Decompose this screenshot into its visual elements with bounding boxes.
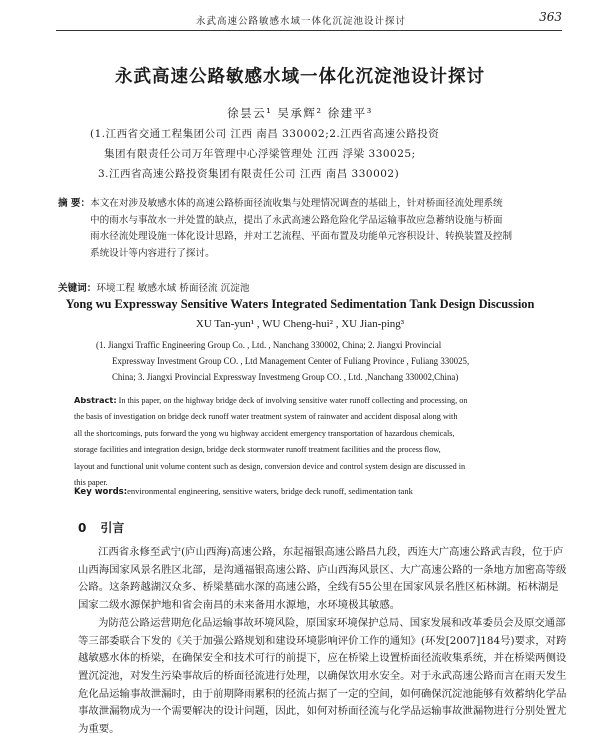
body-line: 为重要。 [78,723,120,736]
body-line: 置沉淀池，对发生污染事故后的桥面径流进行处理，以确保饮用水安全。对于永武高速公路而言在雨天发生 [78,669,567,682]
authors-en: XU Tan-yun¹ , WU Cheng-hui² , XU Jian-ping³ [195,318,405,330]
keywords-cn-text: 环境工程 敏感水域 桥面径流 沉淀池 [96,283,250,294]
section-heading [78,519,124,536]
affiliation-line: 集团有限责任公司万年管理中心浮梁管理处 江西 浮梁 330025; [104,148,416,160]
affiliations-cn [90,124,530,184]
affiliation-line: 3.江西省高速公路投资集团有限责任公司 江西 南昌 330002) [98,168,400,180]
keywords-en-text: environmental engineering, sensitive waters, bridge deck runoff, sedimentation tank [127,486,413,496]
abstract-cn-line: 雨水径流处理设施一体化设计思路，并对工艺流程、平面布置及功能单元容积设计、转换装置及控制 [90,231,513,243]
body-line: 山西海国家风景名胜区北部，是沟通福银高速公路、庐山西海风景区、大广高速公路的一条地方加密高等级 [78,563,567,576]
abstract-en-line: this paper. [74,478,108,488]
section-number: 0 [78,521,87,535]
abstract-cn [58,196,563,262]
abstract-cn-label: 摘 要： [58,198,91,209]
abstract-en-line: storage facilities and integration design, bridge deck stormwater runoff treatment facilities and the process flow, [74,445,441,455]
paper-title-en: Yong wu Expressway Sensitive Waters Integrated Sedimentation Tank Design Discussion [65,297,535,311]
affiliation-en-line: Expressway Investment Group CO. , Ltd Management Center of Fuliang Province , Fuliang 330025, [112,356,470,366]
body-line: 国家二级水源保护地和省会南昌的未来备用水源地，水环境极其敏感。 [78,599,401,612]
body-line: 事故泄漏物成为一个需要解决的设计问题，因此，如何对桥面径流与化学品运输事故泄漏物进行分别处置尤 [78,705,567,718]
body-text [78,544,575,739]
section-title: 引言 [100,521,125,535]
abstract-cn-line: 中的雨水与事故水一并处置的缺点，提出了永武高速公路危险化学品运输事故应急蓄纳设施与桥面 [90,214,503,226]
keywords-en [74,486,413,497]
affiliation-en-line: China; 3. Jiangxi Provincial Expressway Investmeng Group CO. , Ltd. ,Nanchang 330002,China) [112,372,459,382]
authors-cn: 徐昙云¹ 吴承辉² 徐建平³ [227,106,373,120]
keywords-cn-label: 关键词： [58,283,97,294]
abstract-en-line: the basis of investigation on bridge deck runoff water treatment system of rainwater and accident disposal along with [74,412,458,422]
abstract-cn-line: 本文在对涉及敏感水体的高速公路桥面径流收集与处理情况调查的基础上，针对桥面径流处理系统 [90,198,503,209]
paper-title-cn: 永武高速公路敏感水域一体化沉淀池设计探讨 [115,67,485,87]
affiliation-line: (1.江西省交通工程集团公司 江西 南昌 330002;2.江西省高速公路投资 [90,128,440,140]
body-line: 越敏感水体的桥梁，在确保安全和技术可行的前提下，应在桥梁上设置桥面径流收集系统，并在桥梁两侧设 [78,652,567,665]
keywords-cn [58,280,249,294]
running-header [56,8,562,31]
abstract-en [74,392,574,491]
abstract-en-label: Abstract: [74,395,117,405]
body-line: 公路。这条跨越湖汉众多、桥梁墓础水深的高速公路，全线有55公里在国家风景名胜区柘林湖。柘林湖是 [78,581,559,594]
body-line: 危化品运输事故泄漏时，由于前期降雨累积的径流占据了一定的空间，如何确保沉淀池能够有效蓄纳化学品 [78,687,567,700]
affiliation-en-line: (1. Jiangxi Traffic Engineering Group Co. , Ltd. , Nanchang 330002, China; 2. Jiangxi Provincial [96,340,442,350]
abstract-en-line: layout and functional unit volume content such as design, conversion device and control system design are discussed in [74,461,466,471]
abstract-en-line: all the shortcomings, puts forward the yong wu highway accident emergency transportation of hazardous chemicals, [74,428,455,438]
abstract-en-line: In this paper, on the highway bridge deck of involving sensitive water runoff collecting and processing, on [116,396,468,405]
keywords-en-label: Key words: [74,487,128,497]
running-title: 永武高速公路敏感水域一体化沉淀池设计探讨 [196,16,407,27]
abstract-cn-line: 系统设计等内容进行了探讨。 [90,247,215,259]
affiliations-en [96,337,556,385]
page-number: 363 [539,10,562,24]
body-line: 等三部委联合下发的《关于加强公路规划和建设环境影响评价工作的通知》(环发[2007]184号)要求，对跨 [78,634,567,647]
body-line: 为防范公路运营期危化品运输事故环境风险，原国家环境保护总局、国家发展和改革委员会及原交通部 [98,616,566,629]
body-line: 江西省永修至武宁(庐山西海)高速公路，东起福银高速公路昌九段，西连大广高速公路武吉段，位于庐 [98,546,564,558]
